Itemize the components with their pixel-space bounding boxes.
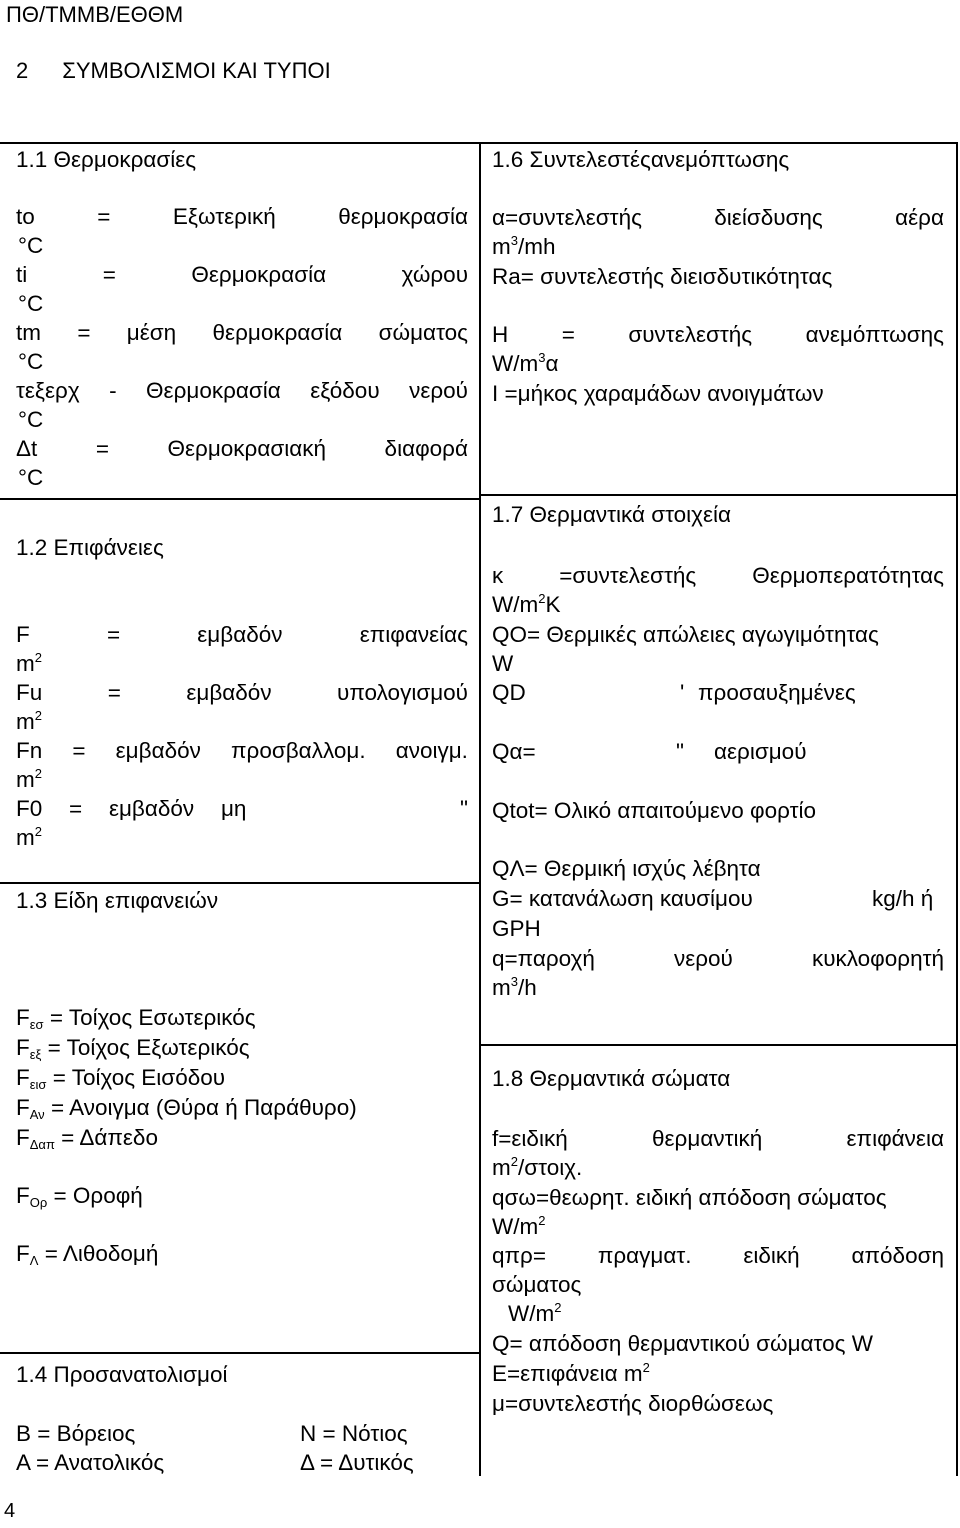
coefficient-ra: Ra= συντελεστής διεισδυτικότητας [492, 264, 833, 289]
length-l: I =μήκος χαραμάδων ανοιγμάτων [492, 381, 824, 406]
surface-type-row: $F_{\Delta\alpha\pi} = \Delta ά\pi\varepsilon\delta o$ [16, 1125, 158, 1152]
orientation-east: Α = Ανατολικός [16, 1450, 165, 1475]
left-divider-after-1-2 [0, 882, 480, 884]
unit-w: W [492, 651, 514, 676]
heading-1-8: 1.8 Θερμαντικά σώματα [492, 1066, 731, 1091]
actual-output-qpr: qπρ= πραγματ. ειδική απόδοση σώματος $W/m^2$ [492, 1243, 944, 1326]
unit-m2-element: $m^2$/στοιχ. [492, 1154, 583, 1180]
unit-gph: GPH [492, 916, 541, 941]
temp-row-tm: tm = μέση θερμοκρασία σώματος °C [16, 320, 468, 374]
unit-celsius: °C [18, 465, 44, 490]
surface-type-row: $F_\Lambda = \Lambda\iota\theta o\delta o\mu ή$ [16, 1241, 159, 1268]
document-code: ΠΘ/ΤΜΜΒ/ΕΘΘΜ [6, 2, 184, 27]
unit-m3h: $m^3/h$ [492, 974, 537, 1000]
temp-row-dt: Δt = Θερμοκρασιακή διαφορά °C [16, 436, 468, 490]
surface-type-row: $F_{O\rho} = O\rho o\varphi ή$ [16, 1183, 143, 1210]
fuel-unit: kg/h ή [872, 886, 934, 911]
surface-row-f0: F0 = εμβαδόν μη " $m^2$ [16, 796, 468, 850]
unit-celsius: °C [18, 349, 44, 374]
unit-celsius: °C [18, 407, 44, 432]
unit-m2: $m^2$ [16, 766, 42, 792]
left-divider-after-1-1 [0, 498, 480, 500]
unit-m3-mh: $m^3/mh$ [492, 233, 556, 259]
unit-m2: $m^2$ [16, 708, 42, 734]
section-heading [16, 58, 331, 84]
right-divider-after-1-7 [480, 1044, 958, 1046]
radiator-output-q: Q= απόδοση θερμαντικού σώματος W [492, 1331, 873, 1356]
heat-loss-qo: QO= Θερμικές απώλειες αγωγιμότητας [492, 622, 879, 647]
correction-factor-mu: μ=συντελεστής διορθώσεως [492, 1391, 774, 1416]
surface-row-fu: Fu = εμβαδόν υπολογισμού $m^2$ [16, 680, 468, 734]
temp-row-ti: ti = Θερμοκρασία χώρου °C [16, 262, 468, 316]
section-title: ΣΥΜΒΟΛΙΣΜΟΙ ΚΑΙ ΤΥΠΟΙ [62, 58, 331, 83]
heading-1-2: 1.2 Επιφάνειες [16, 535, 164, 560]
right-divider-after-1-6 [480, 494, 958, 496]
temperature-list [16, 202, 468, 492]
unit-wm2: $W/m^2$ [508, 1300, 562, 1326]
theoretical-output-qsw: qσω=θεωρητ. ειδική απόδοση σώματος [492, 1185, 887, 1210]
boiler-power-ql: QΛ= Θερμική ισχύς λέβητα [492, 856, 761, 881]
qd-description: προσαυξημένες [698, 680, 856, 705]
surface-row-f: F = εμβαδόν επιφανείας $m^2$ [16, 622, 468, 676]
temp-row-to: to = Εξωτερική θερμοκρασία °C [16, 204, 468, 258]
orientation-north: Β = Βόρειος [16, 1421, 136, 1446]
unit-wm2: $W/m^2$ [492, 1213, 546, 1239]
total-load-qtot: Qtot= Ολικό απαιτούμενο φορτίο [492, 798, 816, 823]
surface-e: E=επιφάνεια $m^2$ [492, 1360, 650, 1386]
surface-f: f=ειδική θερμαντική επιφάνεια $m^2$/στοιχ. [492, 1126, 944, 1180]
unit-celsius: °C [18, 233, 44, 258]
unit-celsius: °C [18, 291, 44, 316]
heat-loss-qa: Qα= [492, 739, 536, 764]
flow-q: q=παροχή νερού κυκλοφορητή $m^3/h$ [492, 946, 944, 1000]
left-divider-after-1-3 [0, 1352, 480, 1354]
coefficient-a: α=συντελεστής διείσδυσης αέρα $m^3/mh$ [492, 205, 944, 259]
orientation-south: Ν = Νότιος [300, 1421, 408, 1446]
unit-wm2k: $W/m^2K$ [492, 591, 561, 617]
surface-type-row: $F_{A\nu} = A\nu o\iota\gamma\mu\alpha$ (Θύρα ή Παράθυρο) [16, 1095, 357, 1122]
table-right-border [956, 142, 958, 1476]
coefficient-h: H = συντελεστής ανεμόπτωσης $W/m^3\alpha$ [492, 322, 944, 376]
surface-type-row: $F_{\varepsilon\xi} = Toί\chi o\varsigma$ Εξωτερικός [16, 1035, 250, 1062]
table-center-divider [479, 142, 481, 1476]
heading-1-4: 1.4 Προσανατολισμοί [16, 1362, 228, 1387]
coefficient-k: κ =συντελεστής Θερμοπερατότητας $W/m^2K$ [492, 563, 944, 617]
page-number: 4 [4, 1500, 16, 1522]
surfaces-list [16, 620, 468, 852]
orientation-west: Δ = Δυτικός [300, 1450, 414, 1475]
fuel-consumption-g: G= κατανάλωση καυσίμου [492, 886, 753, 911]
unit-m2: $m^2$ [16, 650, 42, 676]
ditto-mark: " [676, 739, 684, 764]
heading-1-1: 1.1 Θερμοκρασίες [16, 147, 197, 172]
heat-loss-qd: QD [492, 680, 526, 705]
heading-1-6: 1.6 Συντελεστέςανεμόπτωσης [492, 147, 790, 172]
heading-1-7: 1.7 Θερμαντικά στοιχεία [492, 502, 732, 527]
unit-m2: $m^2$ [16, 824, 42, 850]
temp-row-texerx: τεξερχ - Θερμοκρασία εξόδου νερού °C [16, 378, 468, 432]
surface-type-row: $F_{\varepsilon\sigma} = Toί\chi o\varsigma$ Εσωτερικός [16, 1005, 256, 1032]
surface-type-row: $F_{\varepsilon\iota\sigma} = Toί\chi o\varsigma$ Εισόδου [16, 1065, 226, 1092]
surface-row-fn: Fn = εμβαδόν προσβαλλομ. ανοιγμ. $m^2$ [16, 738, 468, 792]
qa-description: αερισμού [714, 739, 807, 764]
section-number: 2 [16, 58, 29, 83]
ditto-mark: ' [680, 680, 685, 705]
unit-wm3a: $W/m^3\alpha$ [492, 350, 559, 376]
heading-1-3: 1.3 Είδη επιφανειών [16, 888, 219, 913]
